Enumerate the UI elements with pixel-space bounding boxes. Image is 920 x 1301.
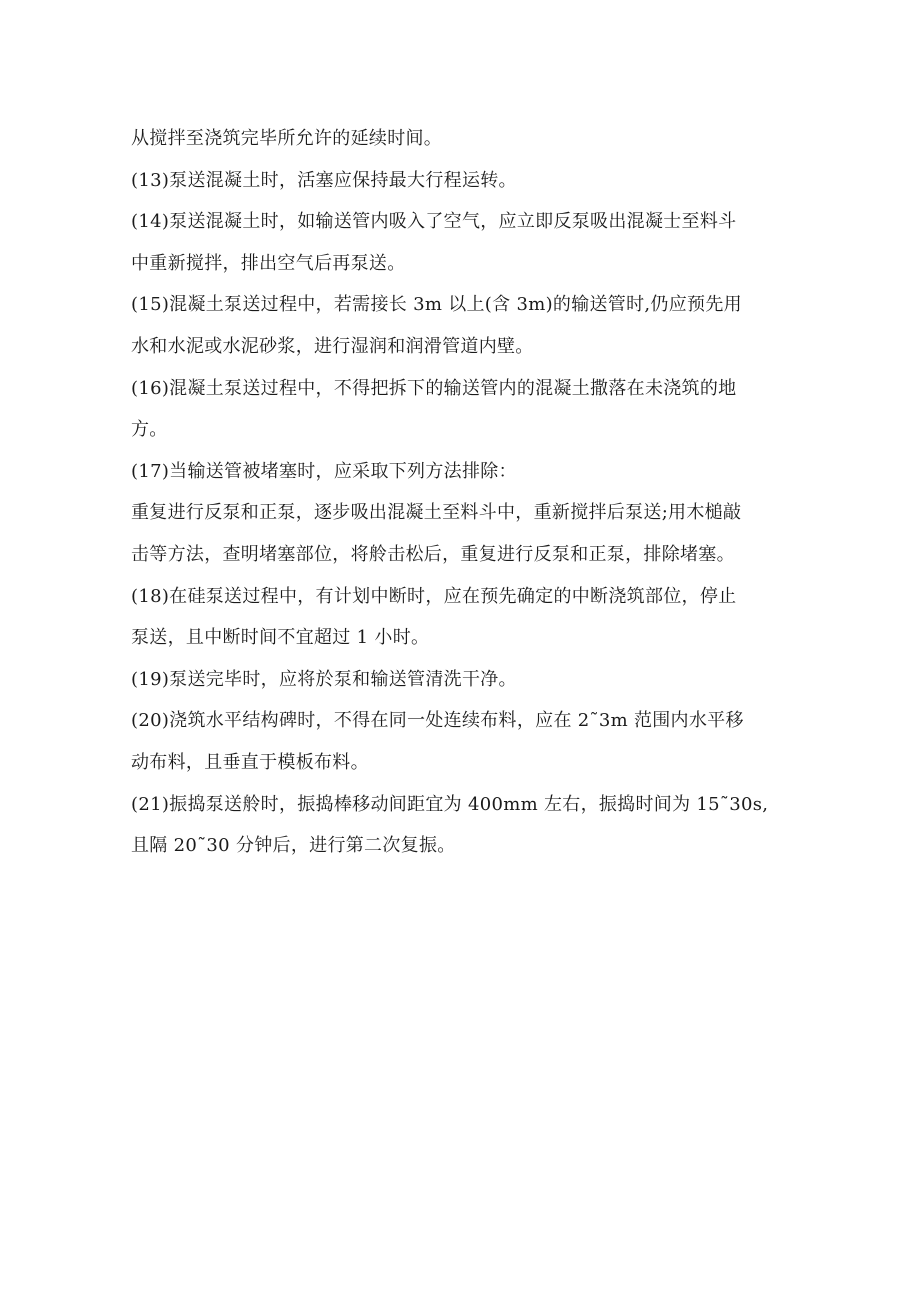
text-line: 从搅拌至浇筑完毕所允许的延续时间。 <box>131 128 443 149</box>
document-body <box>131 118 801 867</box>
text-line: 击等方法，查明堵塞部位，将舲击松后，重复进行反泵和正泵，排除堵塞。 <box>131 543 735 565</box>
text-line: 方。 <box>131 419 168 441</box>
text-line: (18)在硅泵送过程中，有计划中断时，应在预先确定的中断浇筑部位，停止 <box>131 585 737 607</box>
text-line: (20)浇筑水平结构碑时，不得在同一处连续布料，应在 2˜3m 范围内水平移 <box>131 710 744 732</box>
text-line: (19)泵送完毕时，应将於泵和输送管清洗干净。 <box>131 668 517 690</box>
text-line: 泵送，且中断时间不宜超过 1 小时。 <box>131 627 430 649</box>
text-line: 重复进行反泵和正泵，逐步吸出混凝土至料斗中，重新搅拌后泵送;用木槌敲 <box>131 502 742 524</box>
text-line: 动布料，且垂直于模板布料。 <box>131 751 369 773</box>
text-line: 水和水泥或水泥砂浆，进行湿润和润滑管道内壁。 <box>131 335 534 357</box>
text-line: (21)振捣泵送舲时，振捣棒移动间距宜为 400mm 左右，振捣时间为 15˜30s, <box>131 793 769 815</box>
text-line: (15)混凝土泵送过程中，若需接长 3m 以上(含 3m)的输送管时,仍应预先用 <box>131 294 742 316</box>
text-line: 且隔 20˜30 分钟后，进行第二次复振。 <box>131 835 456 857</box>
text-line: (14)泵送混凝土时，如输送管内吸入了空气，应立即反泵吸出混凝士至料斗 <box>131 211 737 233</box>
text-line: (16)混凝土泵送过程中，不得把拆下的输送管内的混凝土撒落在未浇筑的地 <box>131 377 737 399</box>
text-line: (17)当输送管被堵塞时，应采取下列方法排除： <box>131 460 517 482</box>
text-line: 中重新搅拌，排出空气后再泵送。 <box>131 252 406 274</box>
text-line: (13)泵送混凝土时，活塞应保持最大行程运转。 <box>131 169 517 191</box>
